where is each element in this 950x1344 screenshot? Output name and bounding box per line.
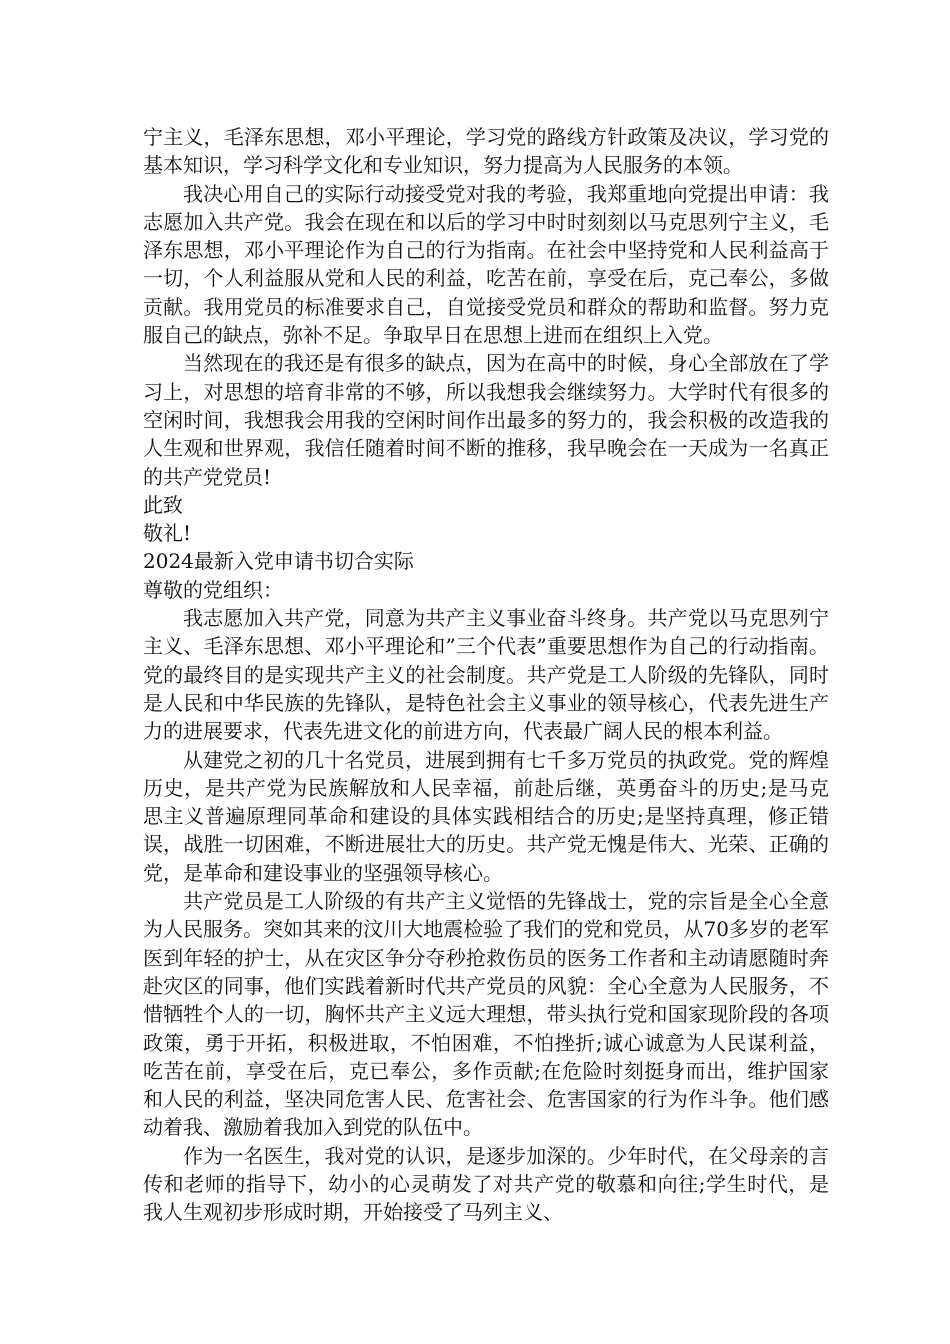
paragraph-volunteer: 我志愿加入共产党，同意为共产主义事业奋斗终身。共产党以马克思列宁主义、毛泽东思想、邓小平理论和”三个代表”重要思想作为自己的行动指南。党的最终目的是实现共产主义的社会制度。共产党是工人阶级的先锋队，同时是人民和中华民族的先锋队，是特色社会主义事业的领导核心，代表先进生产力的进展要求，代表先进文化的前进方向，代表最广阔人民的根本利益。 <box>143 606 829 744</box>
document-page <box>143 123 829 1227</box>
paragraph-members: 共产党员是工人阶级的有共产主义觉悟的先锋战士，党的宗旨是全心全意为人民服务。突如其来的汶川大地震检验了我们的党和党员，从70多岁的老军医到年轻的护士，从在灾区争分夺秒抢救伤员的医务工作者和主动请愿随时奔赴灾区的同事，他们实践着新时代共产党员的风貌：全心全意为人民服务，不惜牺牲个人的一切，胸怀共产主义远大理想，带头执行党和国家现阶段的各项政策，勇于开拓，积极进取，不怕困难，不怕挫折;诚心诚意为人民谋利益，吃苦在前，享受在后，克已奉公，多作贡献;在危险时刻挺身而出，维护国家和人民的利益，坚决同危害人民、危害社会、危害国家的行为作斗争。他们感动着我、激励着我加入到党的队伍中。 <box>143 889 829 1140</box>
section-heading: 2024最新入党申请书切合实际 <box>143 549 414 574</box>
closing-cizhi: 此致 <box>143 492 183 517</box>
paragraph-shortcomings: 当然现在的我还是有很多的缺点，因为在高中的时候，身心全部放在了学习上，对思想的培育非常的不够，所以我想我会继续努力。大学时代有很多的空闲时间，我想我会用我的空闲时间作出最多的努力的，我会积极的改造我的人生观和世界观，我信任随着时间不断的推移，我早晚会在一天成为一名真正的共产党党员! <box>143 351 829 489</box>
paragraph-continuation: 宁主义，毛泽东思想，邓小平理论，学习党的路线方针政策及决议，学习党的基本知识，学习科学文化和专业知识，努力提高为人民服务的本领。 <box>143 125 829 178</box>
paragraph-doctor: 作为一名医生，我对党的认识，是逐步加深的。少年时代，在父母亲的言传和老师的指导下，幼小的心灵萌发了对共产党的敬慕和向往;学生时代，是我人生观初步形成时期，开始接受了马列主义、 <box>143 1143 829 1225</box>
paragraph-history: 从建党之初的几十名党员，进展到拥有七千多万党员的执政党。党的辉煌历史，是共产党为民族解放和人民幸福，前赴后继，英勇奋斗的历史;是马克思主义普遍原理同革命和建设的具体实践相结合的历史;是坚持真理，修正错误，战胜一切困难，不断进展壮大的历史。共产党无愧是伟大、光荣、正确的党，是革命和建设事业的坚强领导核心。 <box>143 747 829 885</box>
salutation: 尊敬的党组织： <box>143 577 283 602</box>
closing-jingli: 敬礼! <box>143 521 192 546</box>
paragraph-application-pledge: 我决心用自己的实际行动接受党对我的考验，我郑重地向党提出申请：我志愿加入共产党。我会在现在和以后的学习中时时刻刻以马克思列宁主义，毛泽东思想，邓小平理论作为自己的行为指南。在社会中坚持党和人民利益高于一切，个人利益服从党和人民的利益，吃苦在前，享受在后，克己奉公，多做贡献。我用党员的标准要求自己，自觉接受党员和群众的帮助和监督。努力克服自己的缺点，弥补不足。争取早日在思想上进而在组织上入党。 <box>143 181 829 348</box>
